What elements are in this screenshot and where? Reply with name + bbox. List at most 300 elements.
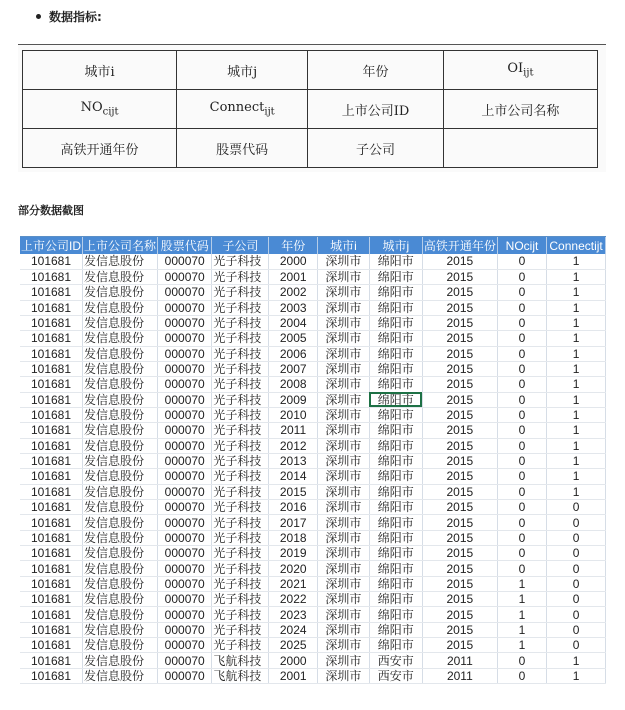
grid-cell[interactable]: 发信息股份 xyxy=(83,546,158,561)
grid-cell[interactable]: 发信息股份 xyxy=(83,361,158,376)
grid-cell[interactable]: 1 xyxy=(547,469,606,484)
grid-cell[interactable]: 1 xyxy=(547,377,606,392)
grid-cell[interactable]: 0 xyxy=(497,254,546,269)
grid-cell[interactable]: 1 xyxy=(547,300,606,315)
grid-cell[interactable]: 绵阳市 xyxy=(369,500,422,515)
grid-cell[interactable]: 2018 xyxy=(269,530,318,545)
section-title: 部分数据截图 xyxy=(18,204,84,217)
grid-cell[interactable]: 0 xyxy=(547,500,606,515)
grid-cell[interactable]: 光子科技 xyxy=(212,622,269,637)
column-header[interactable]: NOcijt xyxy=(497,237,546,254)
grid-cell[interactable]: 2015 xyxy=(422,407,497,422)
grid-cell[interactable]: 2005 xyxy=(269,331,318,346)
grid-cell[interactable]: 101681 xyxy=(20,361,83,376)
grid-cell[interactable]: 2015 xyxy=(422,576,497,591)
grid-cell[interactable]: 光子科技 xyxy=(212,638,269,653)
grid-cell[interactable]: 000070 xyxy=(158,484,212,499)
grid-cell[interactable]: 000070 xyxy=(158,668,212,683)
grid-cell[interactable]: 000070 xyxy=(158,331,212,346)
grid-cell[interactable]: 深圳市 xyxy=(318,453,370,468)
grid-cell[interactable]: 000070 xyxy=(158,622,212,637)
grid-cell[interactable]: 2017 xyxy=(269,515,318,530)
grid-cell[interactable]: 000070 xyxy=(158,530,212,545)
grid-cell[interactable]: 发信息股份 xyxy=(83,346,158,361)
grid-cell[interactable]: 1 xyxy=(547,254,606,269)
grid-cell[interactable]: 深圳市 xyxy=(318,254,370,269)
grid-cell[interactable]: 深圳市 xyxy=(318,530,370,545)
grid-cell[interactable]: 000070 xyxy=(158,469,212,484)
grid-cell[interactable]: 绵阳市 xyxy=(369,561,422,576)
grid-cell[interactable]: 2003 xyxy=(269,300,318,315)
grid-cell[interactable]: 2004 xyxy=(269,315,318,330)
grid-cell[interactable]: 2001 xyxy=(269,269,318,284)
grid-cell[interactable]: 2015 xyxy=(422,484,497,499)
grid-cell[interactable]: 000070 xyxy=(158,346,212,361)
grid-cell[interactable]: 发信息股份 xyxy=(83,315,158,330)
grid-cell[interactable]: 西安市 xyxy=(369,653,422,668)
grid-cell[interactable]: 0 xyxy=(547,622,606,637)
table-row xyxy=(20,392,606,407)
grid-cell[interactable]: 101681 xyxy=(20,423,83,438)
grid-cell[interactable]: 2015 xyxy=(422,269,497,284)
grid-cell[interactable]: 2015 xyxy=(422,592,497,607)
grid-cell[interactable]: 1 xyxy=(497,576,546,591)
grid-cell[interactable]: 101681 xyxy=(20,469,83,484)
grid-cell[interactable]: 深圳市 xyxy=(318,546,370,561)
grid-cell[interactable]: 深圳市 xyxy=(318,576,370,591)
grid-cell[interactable]: 101681 xyxy=(20,515,83,530)
grid-cell[interactable]: 1 xyxy=(547,331,606,346)
grid-cell[interactable]: 深圳市 xyxy=(318,377,370,392)
grid-cell[interactable]: 发信息股份 xyxy=(83,453,158,468)
grid-cell[interactable]: 2015 xyxy=(422,438,497,453)
grid-cell[interactable]: 发信息股份 xyxy=(83,300,158,315)
grid-cell[interactable]: 2015 xyxy=(422,346,497,361)
column-header[interactable]: 子公司 xyxy=(212,237,269,254)
grid-cell[interactable]: 绵阳市 xyxy=(369,622,422,637)
grid-cell[interactable]: 发信息股份 xyxy=(83,576,158,591)
grid-cell[interactable]: 深圳市 xyxy=(318,484,370,499)
grid-cell[interactable]: 2021 xyxy=(269,576,318,591)
grid-cell[interactable]: 2015 xyxy=(422,377,497,392)
grid-cell[interactable]: 发信息股份 xyxy=(83,638,158,653)
indicator-cell xyxy=(177,51,308,90)
grid-cell[interactable]: 绵阳市 xyxy=(369,576,422,591)
grid-cell[interactable]: 深圳市 xyxy=(318,607,370,622)
grid-cell[interactable]: 深圳市 xyxy=(318,592,370,607)
grid-cell[interactable]: 深圳市 xyxy=(318,331,370,346)
grid-cell[interactable]: 0 xyxy=(497,300,546,315)
grid-cell[interactable]: 1 xyxy=(547,269,606,284)
grid-cell[interactable]: 101681 xyxy=(20,331,83,346)
grid-cell[interactable]: 深圳市 xyxy=(318,668,370,683)
grid-cell[interactable]: 101681 xyxy=(20,254,83,269)
grid-cell[interactable]: 2015 xyxy=(422,285,497,300)
grid-cell[interactable]: 1 xyxy=(547,484,606,499)
grid-cell[interactable]: 0 xyxy=(497,453,546,468)
grid-cell[interactable]: 1 xyxy=(497,638,546,653)
grid-cell[interactable]: 0 xyxy=(547,638,606,653)
grid-cell[interactable]: 101681 xyxy=(20,392,83,407)
column-header[interactable]: Connectijt xyxy=(547,237,606,254)
grid-cell[interactable]: 1 xyxy=(547,438,606,453)
grid-cell[interactable]: 000070 xyxy=(158,361,212,376)
grid-cell[interactable]: 101681 xyxy=(20,561,83,576)
grid-cell[interactable]: 1 xyxy=(547,653,606,668)
grid-cell[interactable]: 2015 xyxy=(422,546,497,561)
grid-cell[interactable]: 2025 xyxy=(269,638,318,653)
grid-cell[interactable]: 光子科技 xyxy=(212,423,269,438)
grid-cell[interactable]: 1 xyxy=(547,423,606,438)
grid-cell[interactable]: 000070 xyxy=(158,315,212,330)
grid-cell[interactable]: 深圳市 xyxy=(318,407,370,422)
grid-cell[interactable]: 0 xyxy=(547,607,606,622)
grid-cell[interactable]: 2015 xyxy=(422,622,497,637)
grid-cell[interactable]: 深圳市 xyxy=(318,622,370,637)
grid-cell[interactable]: 光子科技 xyxy=(212,592,269,607)
grid-cell[interactable]: 发信息股份 xyxy=(83,377,158,392)
grid-cell[interactable]: 光子科技 xyxy=(212,469,269,484)
grid-cell[interactable]: 绵阳市 xyxy=(369,269,422,284)
grid-cell[interactable]: 深圳市 xyxy=(318,515,370,530)
grid-cell[interactable]: 飞航科技 xyxy=(212,668,269,683)
grid-cell[interactable]: 0 xyxy=(497,653,546,668)
grid-cell[interactable]: 光子科技 xyxy=(212,546,269,561)
grid-cell[interactable]: 2015 xyxy=(422,331,497,346)
grid-cell[interactable]: 2011 xyxy=(269,423,318,438)
grid-cell[interactable]: 发信息股份 xyxy=(83,592,158,607)
grid-cell[interactable]: 光子科技 xyxy=(212,315,269,330)
grid-cell[interactable]: 101681 xyxy=(20,653,83,668)
grid-cell[interactable]: 0 xyxy=(497,361,546,376)
grid-cell[interactable]: 0 xyxy=(497,392,546,407)
grid-cell[interactable]: 0 xyxy=(547,530,606,545)
grid-cell[interactable]: 2015 xyxy=(422,638,497,653)
indicator-row xyxy=(23,51,598,90)
grid-cell[interactable]: 绵阳市 xyxy=(369,285,422,300)
grid-cell[interactable]: 光子科技 xyxy=(212,500,269,515)
grid-cell[interactable]: 绵阳市 xyxy=(369,254,422,269)
grid-cell[interactable]: 101681 xyxy=(20,285,83,300)
grid-cell[interactable]: 000070 xyxy=(158,285,212,300)
grid-cell[interactable]: 2015 xyxy=(422,607,497,622)
grid-cell[interactable]: 2024 xyxy=(269,622,318,637)
grid-cell[interactable]: 绵阳市 xyxy=(369,592,422,607)
grid-cell[interactable]: 绵阳市 xyxy=(369,423,422,438)
grid-cell[interactable]: 1 xyxy=(547,453,606,468)
grid-cell[interactable]: 0 xyxy=(497,668,546,683)
grid-cell[interactable]: 0 xyxy=(497,407,546,422)
grid-cell[interactable]: 1 xyxy=(497,607,546,622)
grid-cell[interactable]: 发信息股份 xyxy=(83,423,158,438)
grid-cell[interactable]: 2011 xyxy=(422,668,497,683)
grid-cell[interactable]: 发信息股份 xyxy=(83,254,158,269)
grid-cell[interactable]: 深圳市 xyxy=(318,315,370,330)
grid-cell[interactable]: 发信息股份 xyxy=(83,469,158,484)
grid-cell[interactable]: 101681 xyxy=(20,546,83,561)
table-row xyxy=(20,530,606,545)
grid-cell[interactable]: 000070 xyxy=(158,561,212,576)
grid-cell[interactable]: 绵阳市 xyxy=(369,469,422,484)
grid-cell[interactable]: 发信息股份 xyxy=(83,269,158,284)
grid-cell[interactable]: 2011 xyxy=(422,653,497,668)
grid-cell[interactable]: 深圳市 xyxy=(318,423,370,438)
grid-cell[interactable]: 101681 xyxy=(20,484,83,499)
column-header[interactable]: 高铁开通年份 xyxy=(423,239,496,253)
grid-cell[interactable]: 0 xyxy=(497,377,546,392)
grid-cell[interactable]: 绵阳市 xyxy=(369,453,422,468)
grid-cell[interactable]: 2001 xyxy=(269,668,318,683)
grid-cell[interactable]: 光子科技 xyxy=(212,285,269,300)
grid-cell[interactable]: 光子科技 xyxy=(212,377,269,392)
grid-cell[interactable]: 2002 xyxy=(269,285,318,300)
grid-cell[interactable]: 000070 xyxy=(158,407,212,422)
grid-cell[interactable]: 深圳市 xyxy=(318,269,370,284)
column-header[interactable]: 城市j xyxy=(369,237,422,254)
grid-cell[interactable]: 绵阳市 xyxy=(369,438,422,453)
grid-cell[interactable]: 光子科技 xyxy=(212,530,269,545)
grid-cell[interactable]: 光子科技 xyxy=(212,484,269,499)
grid-cell[interactable]: 2022 xyxy=(269,592,318,607)
grid-cell[interactable]: 000070 xyxy=(158,269,212,284)
grid-cell[interactable]: 0 xyxy=(497,331,546,346)
grid-cell[interactable]: 绵阳市 xyxy=(369,315,422,330)
grid-cell[interactable]: 0 xyxy=(547,546,606,561)
grid-cell[interactable]: 发信息股份 xyxy=(83,331,158,346)
grid-cell[interactable]: 深圳市 xyxy=(318,285,370,300)
grid-cell[interactable]: 2008 xyxy=(269,377,318,392)
grid-cell[interactable]: 0 xyxy=(497,515,546,530)
grid-cell[interactable]: 0 xyxy=(497,285,546,300)
grid-cell[interactable]: 0 xyxy=(497,561,546,576)
grid-cell[interactable]: 101681 xyxy=(20,453,83,468)
grid-cell[interactable]: 2015 xyxy=(422,530,497,545)
grid-cell[interactable]: 0 xyxy=(497,269,546,284)
grid-cell[interactable]: 101681 xyxy=(20,377,83,392)
grid-cell[interactable]: 1 xyxy=(547,346,606,361)
grid-cell[interactable]: 2000 xyxy=(269,653,318,668)
grid-cell[interactable]: 发信息股份 xyxy=(83,438,158,453)
grid-cell[interactable]: 2015 xyxy=(269,484,318,499)
grid-cell[interactable]: 101681 xyxy=(20,576,83,591)
grid-cell[interactable]: 发信息股份 xyxy=(83,392,158,407)
grid-cell[interactable]: 深圳市 xyxy=(318,392,370,407)
grid-cell[interactable]: 0 xyxy=(547,515,606,530)
grid-cell[interactable]: 2023 xyxy=(269,607,318,622)
grid-cell[interactable]: 0 xyxy=(497,484,546,499)
grid-cell[interactable]: 2015 xyxy=(422,453,497,468)
grid-cell[interactable]: 101681 xyxy=(20,407,83,422)
grid-cell[interactable]: 000070 xyxy=(158,438,212,453)
grid-cell[interactable]: 绵阳市 xyxy=(369,484,422,499)
grid-cell[interactable]: 0 xyxy=(497,438,546,453)
column-header[interactable]: 上市公司名称 xyxy=(84,239,157,253)
grid-cell[interactable]: 深圳市 xyxy=(318,500,370,515)
grid-cell[interactable]: 101681 xyxy=(20,500,83,515)
grid-cell[interactable]: 1 xyxy=(547,668,606,683)
grid-cell[interactable]: 光子科技 xyxy=(212,407,269,422)
grid-cell[interactable]: 101681 xyxy=(20,300,83,315)
grid-cell[interactable]: 光子科技 xyxy=(212,361,269,376)
grid-cell[interactable]: 深圳市 xyxy=(318,653,370,668)
column-header[interactable]: 年份 xyxy=(269,237,318,254)
column-header[interactable]: 上市公司ID xyxy=(21,239,82,253)
grid-cell[interactable]: 000070 xyxy=(158,300,212,315)
grid-cell[interactable]: 2015 xyxy=(422,515,497,530)
grid-cell[interactable]: 深圳市 xyxy=(318,300,370,315)
grid-cell[interactable]: 绵阳市 xyxy=(369,300,422,315)
grid-cell[interactable]: 深圳市 xyxy=(318,346,370,361)
grid-cell[interactable]: 2012 xyxy=(269,438,318,453)
grid-cell[interactable]: 000070 xyxy=(158,500,212,515)
grid-cell[interactable]: 2015 xyxy=(422,392,497,407)
grid-cell[interactable]: 深圳市 xyxy=(318,361,370,376)
table-row xyxy=(20,500,606,515)
grid-cell[interactable]: 深圳市 xyxy=(318,469,370,484)
grid-cell[interactable]: 2015 xyxy=(422,500,497,515)
grid-cell[interactable]: 101681 xyxy=(20,607,83,622)
grid-cell[interactable]: 绵阳市 xyxy=(369,530,422,545)
grid-cell[interactable]: 101681 xyxy=(20,530,83,545)
grid-cell[interactable]: 000070 xyxy=(158,653,212,668)
column-header[interactable]: 股票代码 xyxy=(158,237,212,254)
grid-cell[interactable]: 发信息股份 xyxy=(83,285,158,300)
grid-cell[interactable]: 1 xyxy=(547,407,606,422)
grid-cell[interactable]: 000070 xyxy=(158,423,212,438)
grid-cell[interactable]: 发信息股份 xyxy=(83,530,158,545)
grid-cell[interactable]: 2010 xyxy=(269,407,318,422)
grid-cell[interactable]: 000070 xyxy=(158,607,212,622)
grid-cell[interactable]: 000070 xyxy=(158,576,212,591)
grid-cell[interactable]: 西安市 xyxy=(369,668,422,683)
grid-cell[interactable]: 深圳市 xyxy=(318,638,370,653)
grid-cell[interactable]: 0 xyxy=(547,592,606,607)
grid-cell[interactable]: 发信息股份 xyxy=(83,622,158,637)
grid-cell[interactable]: 101681 xyxy=(20,315,83,330)
grid-cell[interactable]: 光子科技 xyxy=(212,346,269,361)
grid-cell[interactable]: 101681 xyxy=(20,668,83,683)
grid-cell[interactable]: 光子科技 xyxy=(212,438,269,453)
grid-cell[interactable]: 2016 xyxy=(269,500,318,515)
grid-cell[interactable]: 000070 xyxy=(158,515,212,530)
grid-cell[interactable]: 发信息股份 xyxy=(83,484,158,499)
grid-cell[interactable]: 2013 xyxy=(269,453,318,468)
grid-cell[interactable]: 000070 xyxy=(158,546,212,561)
grid-cell[interactable]: 000070 xyxy=(158,592,212,607)
grid-cell[interactable]: 101681 xyxy=(20,438,83,453)
grid-cell[interactable]: 光子科技 xyxy=(212,576,269,591)
grid-cell[interactable]: 0 xyxy=(497,469,546,484)
grid-cell[interactable]: 绵阳市 xyxy=(369,361,422,376)
grid-cell[interactable]: 2015 xyxy=(422,254,497,269)
grid-cell[interactable]: 101681 xyxy=(20,346,83,361)
grid-cell[interactable]: 发信息股份 xyxy=(83,653,158,668)
grid-cell[interactable]: 2009 xyxy=(269,392,318,407)
grid-cell[interactable]: 0 xyxy=(547,561,606,576)
grid-cell[interactable]: 2015 xyxy=(422,300,497,315)
grid-cell[interactable]: 2014 xyxy=(269,469,318,484)
grid-cell[interactable]: 光子科技 xyxy=(212,515,269,530)
grid-cell[interactable]: 2015 xyxy=(422,561,497,576)
grid-cell[interactable]: 0 xyxy=(497,346,546,361)
grid-cell[interactable]: 101681 xyxy=(20,592,83,607)
grid-cell[interactable]: 000070 xyxy=(158,377,212,392)
grid-cell[interactable]: 光子科技 xyxy=(212,254,269,269)
grid-cell[interactable]: 绵阳市 xyxy=(369,392,422,407)
indicator-cell xyxy=(23,129,177,168)
grid-cell[interactable]: 发信息股份 xyxy=(83,500,158,515)
grid-cell[interactable]: 2007 xyxy=(269,361,318,376)
grid-cell[interactable]: 2015 xyxy=(422,315,497,330)
grid-cell[interactable]: 绵阳市 xyxy=(369,638,422,653)
grid-cell[interactable]: 0 xyxy=(547,576,606,591)
grid-cell[interactable]: 深圳市 xyxy=(318,561,370,576)
grid-cell[interactable]: 光子科技 xyxy=(212,331,269,346)
grid-cell[interactable]: 2000 xyxy=(269,254,318,269)
grid-cell[interactable]: 绵阳市 xyxy=(369,377,422,392)
grid-cell[interactable]: 000070 xyxy=(158,254,212,269)
grid-cell[interactable]: 光子科技 xyxy=(212,561,269,576)
grid-cell[interactable]: 0 xyxy=(497,315,546,330)
grid-cell[interactable]: 深圳市 xyxy=(318,438,370,453)
grid-cell[interactable]: 光子科技 xyxy=(212,392,269,407)
grid-cell[interactable]: 绵阳市 xyxy=(369,346,422,361)
grid-cell[interactable]: 绵阳市 xyxy=(369,407,422,422)
grid-cell[interactable]: 1 xyxy=(497,622,546,637)
grid-cell[interactable]: 0 xyxy=(497,546,546,561)
grid-cell[interactable]: 飞航科技 xyxy=(212,653,269,668)
grid-cell[interactable]: 2019 xyxy=(269,546,318,561)
grid-cell[interactable]: 0 xyxy=(497,530,546,545)
grid-cell[interactable]: 101681 xyxy=(20,269,83,284)
grid-cell[interactable]: 2015 xyxy=(422,361,497,376)
grid-cell[interactable]: 1 xyxy=(547,315,606,330)
grid-cell[interactable]: 101681 xyxy=(20,638,83,653)
grid-cell[interactable]: 发信息股份 xyxy=(83,668,158,683)
grid-cell[interactable]: 光子科技 xyxy=(212,453,269,468)
grid-cell[interactable]: 000070 xyxy=(158,392,212,407)
grid-cell[interactable]: 1 xyxy=(547,361,606,376)
grid-cell[interactable]: 2015 xyxy=(422,423,497,438)
grid-cell[interactable]: 光子科技 xyxy=(212,607,269,622)
grid-cell[interactable]: 绵阳市 xyxy=(369,546,422,561)
grid-cell[interactable]: 1 xyxy=(547,285,606,300)
grid-cell[interactable]: 101681 xyxy=(20,622,83,637)
grid-cell[interactable]: 0 xyxy=(497,500,546,515)
table-row xyxy=(20,561,606,576)
grid-cell[interactable]: 发信息股份 xyxy=(83,607,158,622)
grid-cell[interactable]: 1 xyxy=(547,392,606,407)
grid-cell[interactable]: 发信息股份 xyxy=(83,515,158,530)
grid-cell[interactable]: 绵阳市 xyxy=(369,331,422,346)
grid-cell[interactable]: 2006 xyxy=(269,346,318,361)
grid-cell[interactable]: 绵阳市 xyxy=(369,607,422,622)
grid-cell[interactable]: 000070 xyxy=(158,638,212,653)
grid-cell[interactable]: 光子科技 xyxy=(212,269,269,284)
grid-cell[interactable]: 1 xyxy=(497,592,546,607)
grid-cell[interactable]: 绵阳市 xyxy=(369,515,422,530)
grid-cell[interactable]: 2015 xyxy=(422,469,497,484)
table-row xyxy=(20,592,606,607)
grid-cell[interactable]: 0 xyxy=(497,423,546,438)
grid-cell[interactable]: 发信息股份 xyxy=(83,407,158,422)
grid-cell[interactable]: 2020 xyxy=(269,561,318,576)
table-row xyxy=(20,300,606,315)
grid-cell[interactable]: 发信息股份 xyxy=(83,561,158,576)
grid-cell[interactable]: 000070 xyxy=(158,453,212,468)
column-header[interactable]: 城市i xyxy=(318,237,370,254)
grid-cell[interactable]: 光子科技 xyxy=(212,300,269,315)
